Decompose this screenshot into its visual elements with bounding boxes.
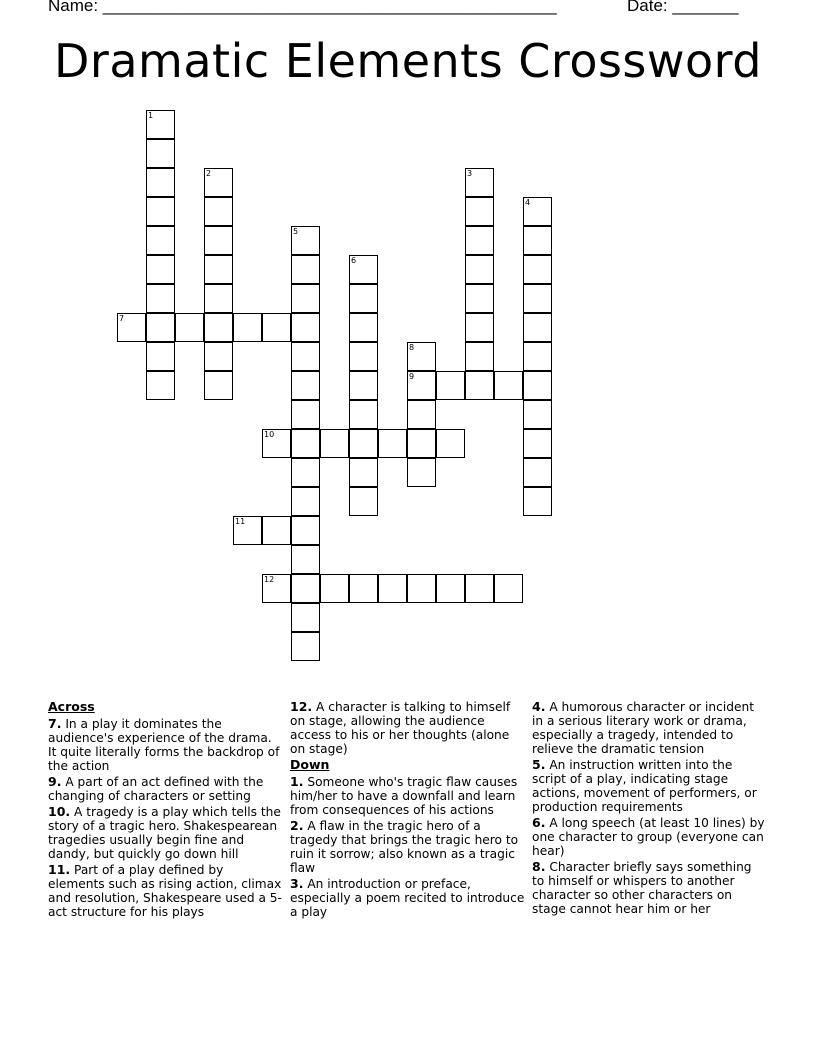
grid-cell[interactable]: [204, 284, 233, 313]
grid-cell[interactable]: [204, 168, 233, 197]
clue-text: Part of a play defined by elements such as rising action, climax and resolution, Shakespeare used a 5-act structure for his plays: [48, 863, 282, 919]
grid-cell[interactable]: [291, 284, 320, 313]
clue-across-12: [290, 700, 525, 756]
grid-cell[interactable]: [465, 284, 494, 313]
grid-cell[interactable]: [262, 574, 291, 603]
clue-number: 10.: [48, 804, 71, 819]
clue-number: 6.: [532, 815, 546, 830]
clue-text: A long speech (at least 10 lines) by one character to group (everyone can hear): [532, 816, 765, 858]
grid-cell[interactable]: [146, 197, 175, 226]
grid-cell[interactable]: [291, 371, 320, 400]
grid-cell[interactable]: [494, 371, 523, 400]
cell-number: 5: [293, 227, 299, 236]
grid-cell[interactable]: [291, 429, 320, 458]
grid-cell[interactable]: [349, 255, 378, 284]
clue-text: A flaw in the tragic hero of a tragedy that brings the tragic hero to ruin it sorrow; also known as a tragic flaw: [290, 819, 519, 875]
grid-cell[interactable]: [291, 255, 320, 284]
clue-number: 8.: [532, 859, 546, 874]
grid-cell[interactable]: [204, 342, 233, 371]
grid-cell[interactable]: [349, 400, 378, 429]
grid-cell[interactable]: [262, 429, 291, 458]
clue-down-5: [532, 758, 767, 814]
grid-cell[interactable]: [349, 371, 378, 400]
grid-cell[interactable]: [523, 487, 552, 516]
grid-cell[interactable]: [291, 487, 320, 516]
grid-cell[interactable]: [523, 429, 552, 458]
cell-number: 8: [409, 343, 415, 352]
grid-cell[interactable]: [349, 342, 378, 371]
clue-number: 1.: [290, 774, 304, 789]
clue-across-11: [48, 863, 283, 919]
grid-cell[interactable]: [494, 574, 523, 603]
grid-cell[interactable]: [465, 168, 494, 197]
grid-cell[interactable]: [291, 226, 320, 255]
grid-cell[interactable]: [523, 255, 552, 284]
grid-cell[interactable]: [291, 516, 320, 545]
grid-cell[interactable]: [523, 342, 552, 371]
clue-text: A character is talking to himself on stage, allowing the audience access to his or her thoughts (alone on stage): [290, 700, 511, 756]
clue-down-2: [290, 819, 525, 875]
grid-cell[interactable]: [233, 516, 262, 545]
clue-across-10: [48, 805, 283, 861]
grid-cell[interactable]: [465, 371, 494, 400]
grid-cell[interactable]: [320, 429, 349, 458]
grid-cell[interactable]: [117, 313, 146, 342]
grid-cell[interactable]: [349, 458, 378, 487]
cell-number: 9: [409, 372, 415, 381]
grid-cell[interactable]: [436, 574, 465, 603]
grid-cell[interactable]: [378, 574, 407, 603]
clue-number: 9.: [48, 774, 62, 789]
grid-cell[interactable]: [465, 342, 494, 371]
grid-cell[interactable]: [204, 371, 233, 400]
grid-cell[interactable]: [523, 400, 552, 429]
grid-cell[interactable]: [146, 226, 175, 255]
grid-cell[interactable]: [407, 458, 436, 487]
cell-number: 12: [264, 575, 275, 584]
grid-cell[interactable]: [262, 516, 291, 545]
grid-cell[interactable]: [349, 313, 378, 342]
name-field-label: Name: ________________________________________________: [48, 0, 557, 15]
grid-cell[interactable]: [523, 197, 552, 226]
clue-text: A humorous character or incident in a serious literary work or drama, especially a tragedy, intended to relieve the dramatic tension: [532, 700, 754, 756]
grid-cell[interactable]: [146, 139, 175, 168]
grid-cell[interactable]: [291, 632, 320, 661]
grid-cell[interactable]: [146, 168, 175, 197]
grid-cell[interactable]: [146, 255, 175, 284]
clue-column-1: [48, 700, 283, 921]
clue-down-8: [532, 860, 767, 916]
cell-number: 11: [235, 517, 246, 526]
grid-cell[interactable]: [204, 255, 233, 284]
clue-text: A part of an act defined with the changing of characters or setting: [48, 775, 264, 803]
page-title: Dramatic Elements Crossword: [54, 34, 762, 88]
clue-text: An introduction or preface, especially a poem recited to introduce a play: [290, 877, 525, 919]
grid-cell[interactable]: [523, 284, 552, 313]
grid-cell[interactable]: [291, 400, 320, 429]
clue-number: 11.: [48, 862, 71, 877]
date-field-label: Date: _______: [627, 0, 739, 15]
clue-text: Someone who's tragic flaw causes him/her to have a downfall and learn from consequences of his actions: [290, 775, 518, 817]
grid-cell[interactable]: [291, 574, 320, 603]
clue-number: 5.: [532, 757, 546, 772]
grid-cell[interactable]: [407, 400, 436, 429]
clue-down-1: [290, 775, 525, 817]
grid-cell[interactable]: [465, 197, 494, 226]
clue-number: 7.: [48, 716, 62, 731]
clue-number: 12.: [290, 699, 313, 714]
grid-cell[interactable]: [262, 313, 291, 342]
grid-cell[interactable]: [407, 342, 436, 371]
grid-cell[interactable]: [204, 313, 233, 342]
cell-number: 3: [467, 169, 473, 178]
grid-cell[interactable]: [146, 342, 175, 371]
grid-cell[interactable]: [465, 255, 494, 284]
clue-text: In a play it dominates the audience's experience of the drama. It quite literally forms the backdrop of the action: [48, 717, 280, 773]
clue-number: 3.: [290, 876, 304, 891]
grid-cell[interactable]: [320, 574, 349, 603]
grid-cell[interactable]: [146, 284, 175, 313]
clue-text: A tragedy is a play which tells the story of a tragic hero. Shakespearean tragedies usually begin fine and dandy, but quickly go down hill: [48, 805, 281, 861]
clue-number: 2.: [290, 818, 304, 833]
grid-cell[interactable]: [523, 458, 552, 487]
grid-cell[interactable]: [407, 429, 436, 458]
grid-cell[interactable]: [465, 574, 494, 603]
grid-cell[interactable]: [523, 371, 552, 400]
clue-number: 4.: [532, 699, 546, 714]
clue-column-2: [290, 700, 525, 921]
grid-cell[interactable]: [233, 313, 262, 342]
grid-cell[interactable]: [465, 313, 494, 342]
clue-down-6: [532, 816, 767, 858]
grid-cell[interactable]: [407, 371, 436, 400]
grid-cell[interactable]: [436, 371, 465, 400]
grid-cell[interactable]: [465, 226, 494, 255]
grid-cell[interactable]: [146, 371, 175, 400]
cell-number: 7: [119, 314, 125, 323]
grid-cell[interactable]: [378, 429, 407, 458]
clue-text: Character briefly says something to himself or whispers to another character so other characters on stage cannot hear him or her: [532, 860, 752, 916]
clue-across-7: [48, 717, 283, 773]
clue-down-3: [290, 877, 525, 919]
grid-cell[interactable]: [291, 603, 320, 632]
grid-cell[interactable]: [436, 429, 465, 458]
grid-cell[interactable]: [291, 342, 320, 371]
grid-cell[interactable]: [146, 110, 175, 139]
cell-number: 10: [264, 430, 275, 439]
grid-cell[interactable]: [349, 574, 378, 603]
grid-cell[interactable]: [349, 487, 378, 516]
cell-number: 4: [525, 198, 531, 207]
grid-cell[interactable]: [204, 226, 233, 255]
down-heading: Down: [290, 757, 330, 772]
across-heading: Across: [48, 699, 95, 714]
cell-number: 2: [206, 169, 212, 178]
grid-cell[interactable]: [291, 458, 320, 487]
grid-cell[interactable]: [523, 313, 552, 342]
grid-cell[interactable]: [291, 313, 320, 342]
clue-text: An instruction written into the script of a play, indicating stage actions, movement of performers, or production requirements: [532, 758, 757, 814]
grid-cell[interactable]: [146, 313, 175, 342]
grid-cell[interactable]: [175, 313, 204, 342]
grid-cell[interactable]: [523, 226, 552, 255]
grid-cell[interactable]: [349, 284, 378, 313]
clue-column-3: [532, 700, 767, 918]
grid-cell[interactable]: [349, 429, 378, 458]
cell-number: 1: [148, 111, 154, 120]
clue-across-9: [48, 775, 283, 803]
grid-cell[interactable]: [291, 545, 320, 574]
cell-number: 6: [351, 256, 357, 265]
clue-down-4: [532, 700, 767, 756]
grid-cell[interactable]: [407, 574, 436, 603]
grid-cell[interactable]: [204, 197, 233, 226]
